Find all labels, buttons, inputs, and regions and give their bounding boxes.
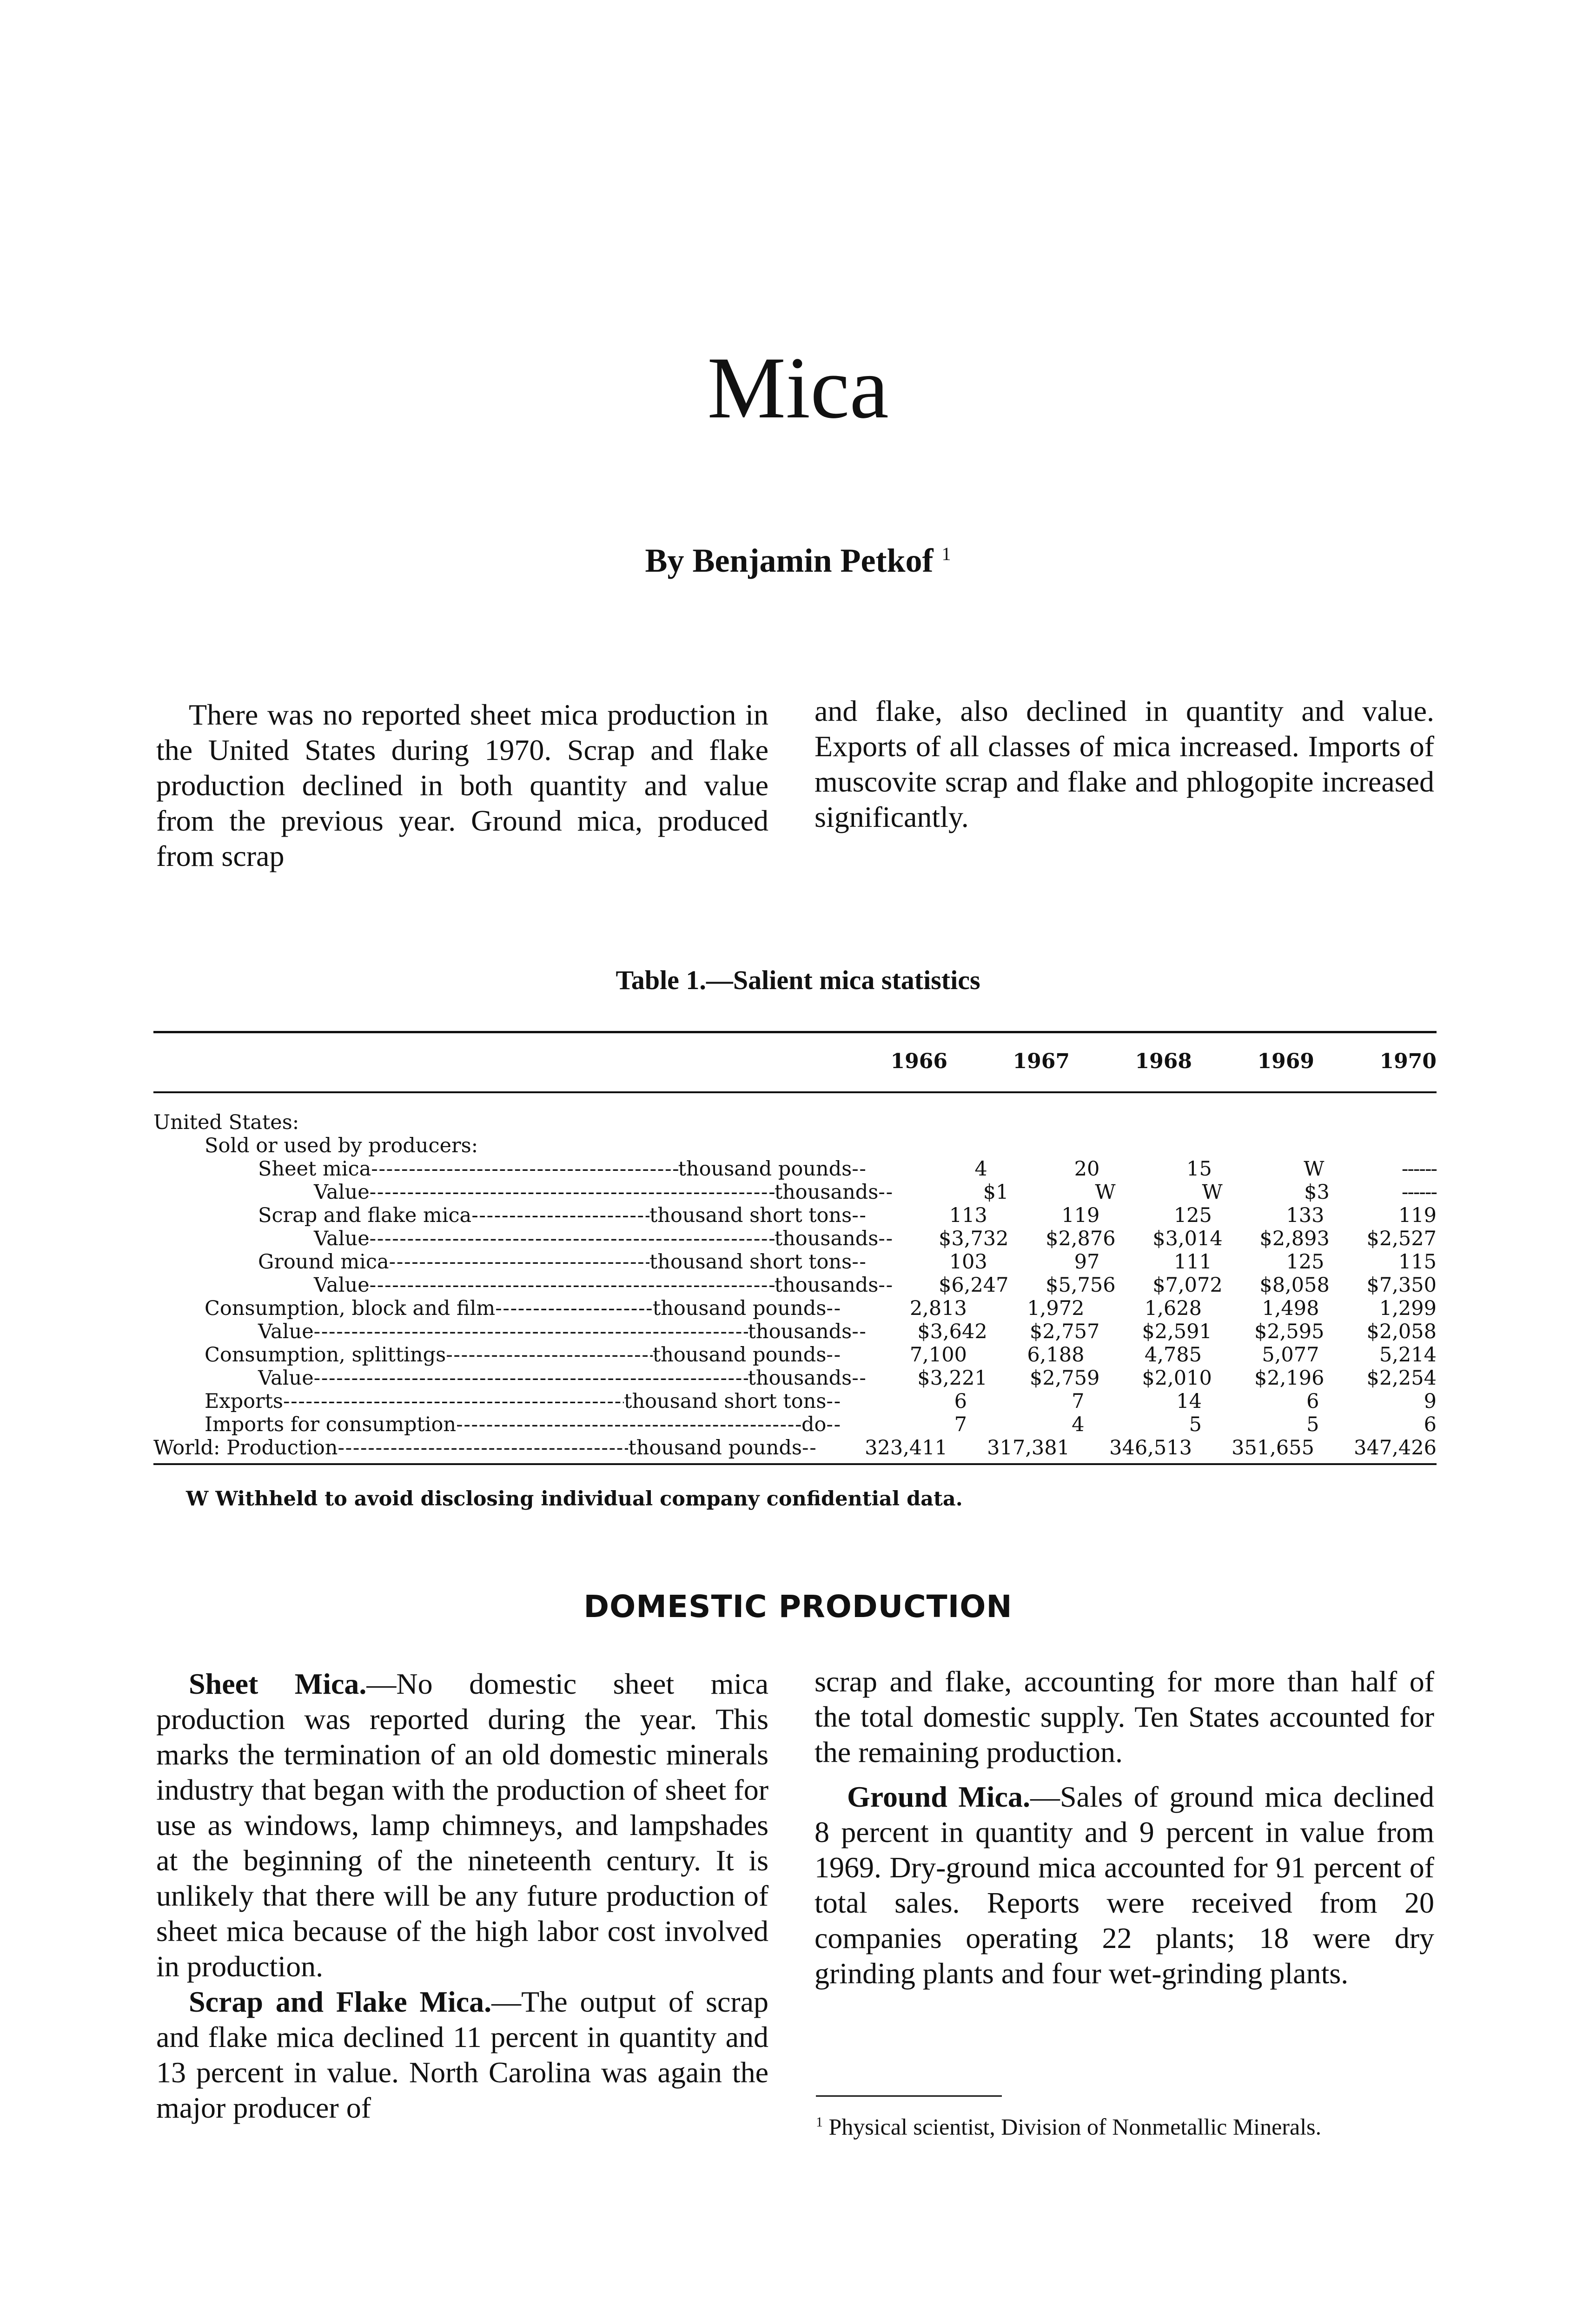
cell: W xyxy=(1095,1181,1116,1204)
author-footnote xyxy=(816,2110,1434,2139)
cell: $1 xyxy=(983,1181,1009,1204)
row-label: Consumption, block and film xyxy=(205,1297,496,1320)
table-row xyxy=(153,1111,1437,1134)
row-unit: thousand pounds xyxy=(678,1157,852,1181)
scrap-mica-text: —The output of scrap and flake mica declined 11 percent in quantity and 13 percent in value. North Carolina was again the major producer of xyxy=(156,1985,768,2124)
sheet-mica-text: —No domestic sheet mica production was reported during the year. This marks the termination of an old domestic minerals industry that began with the production of sheet for use as windows, lamp chimneys, and lampshades at the beginning of the nineteenth century. It is unlikely that there will be any future production of sheet mica because of the high labor cost involved in production. xyxy=(156,1667,768,1983)
ground-mica-heading: Ground Mica. xyxy=(847,1780,1030,1813)
table-row xyxy=(153,1181,1437,1204)
salient-statistics-table xyxy=(153,1111,1437,1459)
cell: 111 xyxy=(1173,1250,1212,1274)
row-label: Value xyxy=(258,1320,314,1343)
table-footnote: W Withheld to avoid disclosing individual company confidential data. xyxy=(186,1487,963,1511)
cell: 113 xyxy=(949,1204,987,1227)
cell: $5,756 xyxy=(1046,1274,1116,1297)
row-label: United States: xyxy=(153,1111,299,1134)
year-header: 1967 xyxy=(1013,1050,1070,1073)
cell: 323,411 xyxy=(865,1436,947,1459)
cell: 119 xyxy=(1398,1204,1437,1227)
year-header: 1966 xyxy=(890,1050,947,1073)
cell: 5 xyxy=(1189,1413,1202,1436)
cell: $2,196 xyxy=(1254,1367,1324,1390)
table-row xyxy=(153,1413,1437,1436)
table-header xyxy=(153,1050,1437,1073)
cell: $3,642 xyxy=(917,1320,987,1343)
footnote-rule xyxy=(816,2095,1002,2097)
row-label: Imports for consumption xyxy=(205,1413,457,1436)
intro-paragraph-left: There was no reported sheet mica production in the United States during 1970. Scrap and flake production declined in both quantity and value from the previous year. Ground mica, produced from scrap xyxy=(156,698,768,872)
cell: 4 xyxy=(1072,1413,1085,1436)
row-unit: thousand pounds xyxy=(652,1297,827,1320)
row-label: Sheet mica xyxy=(258,1157,371,1181)
row-label: Value xyxy=(314,1181,370,1204)
cell: $2,058 xyxy=(1366,1320,1437,1343)
table-row xyxy=(153,1367,1437,1390)
row-unit: thousand pounds xyxy=(652,1343,827,1367)
row-unit: thousands xyxy=(774,1181,879,1204)
cell: W xyxy=(1304,1157,1324,1181)
cell: $3,732 xyxy=(939,1227,1009,1250)
row-label: Value xyxy=(314,1227,370,1250)
intro-right-column xyxy=(815,693,1434,835)
author-name: By Benjamin Petkof xyxy=(645,542,934,579)
cell: 15 xyxy=(1186,1157,1212,1181)
row-label: Exports xyxy=(205,1390,283,1413)
row-label: Consumption, splittings xyxy=(205,1343,446,1367)
cell: $2,757 xyxy=(1029,1320,1100,1343)
table-row xyxy=(153,1227,1437,1250)
row-label: World: Production xyxy=(153,1436,338,1459)
row-unit: do xyxy=(801,1413,827,1436)
cell: $3,014 xyxy=(1152,1227,1223,1250)
cell: 97 xyxy=(1074,1250,1100,1274)
table-top-rule xyxy=(153,1031,1437,1033)
cell: 5,077 xyxy=(1262,1343,1319,1367)
cell: 9 xyxy=(1424,1390,1437,1413)
scrap-mica-paragraph xyxy=(156,1984,768,2126)
table-row xyxy=(153,1250,1437,1274)
row-label: Value xyxy=(258,1367,314,1390)
cell: $2,893 xyxy=(1259,1227,1330,1250)
cell: 5,214 xyxy=(1379,1343,1437,1367)
cell: ------ xyxy=(1401,1157,1437,1181)
table-row xyxy=(153,1320,1437,1343)
cell: ------ xyxy=(1401,1181,1437,1204)
cell: 5 xyxy=(1306,1413,1319,1436)
table-row xyxy=(153,1343,1437,1367)
cell: 1,498 xyxy=(1262,1297,1319,1320)
cell: 133 xyxy=(1286,1204,1324,1227)
cell: 115 xyxy=(1398,1250,1437,1274)
table-header-rule xyxy=(153,1091,1437,1093)
row-unit: thousands xyxy=(748,1320,852,1343)
row-label: Sold or used by producers: xyxy=(205,1134,478,1157)
cell: $2,254 xyxy=(1366,1367,1437,1390)
row-label: Ground mica xyxy=(258,1250,389,1274)
cell: 351,655 xyxy=(1232,1436,1314,1459)
row-label: Value xyxy=(314,1274,370,1297)
cell: 125 xyxy=(1173,1204,1212,1227)
row-unit: thousand short tons xyxy=(624,1390,827,1413)
intro-left-column xyxy=(156,697,768,874)
cell: 119 xyxy=(1061,1204,1100,1227)
table-row xyxy=(153,1134,1437,1157)
cell: $7,350 xyxy=(1366,1274,1437,1297)
footnote-text: Physical scientist, Division of Nonmetallic Minerals. xyxy=(828,2113,1322,2140)
table-bottom-rule xyxy=(153,1463,1437,1465)
cell: $2,010 xyxy=(1142,1367,1212,1390)
cell: W xyxy=(1202,1181,1223,1204)
cell: 1,299 xyxy=(1379,1297,1437,1320)
cell: $7,072 xyxy=(1152,1274,1223,1297)
cell: 346,513 xyxy=(1109,1436,1192,1459)
cell: 347,426 xyxy=(1354,1436,1437,1459)
scrap-mica-heading: Scrap and Flake Mica. xyxy=(189,1985,492,2018)
cell: 1,972 xyxy=(1027,1297,1085,1320)
scrap-mica-continued: scrap and flake, accounting for more than half of the total domestic supply. Ten States accounted for the remaining production. xyxy=(815,1665,1434,1769)
cell: $6,247 xyxy=(939,1274,1009,1297)
cell: 1,628 xyxy=(1144,1297,1202,1320)
ground-mica-paragraph xyxy=(815,1779,1434,1991)
article-title: Mica xyxy=(707,339,889,437)
table-row xyxy=(153,1204,1437,1227)
cell: 317,381 xyxy=(987,1436,1070,1459)
body-right-column xyxy=(815,1664,1434,1991)
cell: 6 xyxy=(954,1390,967,1413)
cell: 6 xyxy=(1306,1390,1319,1413)
cell: 20 xyxy=(1074,1157,1100,1181)
table-row xyxy=(153,1157,1437,1181)
cell: $8,058 xyxy=(1259,1274,1330,1297)
cell: 6,188 xyxy=(1027,1343,1085,1367)
cell: $2,591 xyxy=(1142,1320,1212,1343)
table-row xyxy=(153,1436,1437,1459)
year-header: 1968 xyxy=(1135,1050,1192,1073)
row-unit: thousands xyxy=(774,1274,879,1297)
year-header: 1969 xyxy=(1257,1050,1314,1073)
cell: $2,527 xyxy=(1366,1227,1437,1250)
cell: 125 xyxy=(1286,1250,1324,1274)
cell: 7,100 xyxy=(909,1343,967,1367)
row-unit: thousand short tons xyxy=(649,1250,852,1274)
cell: 7 xyxy=(954,1413,967,1436)
cell: 4 xyxy=(974,1157,987,1181)
sheet-mica-heading: Sheet Mica. xyxy=(189,1667,367,1700)
cell: 4,785 xyxy=(1144,1343,1202,1367)
table-row xyxy=(153,1390,1437,1413)
cell: 7 xyxy=(1072,1390,1085,1413)
cell: 14 xyxy=(1176,1390,1202,1413)
row-unit: thousand pounds xyxy=(628,1436,802,1459)
cell: $3,221 xyxy=(917,1367,987,1390)
byline xyxy=(0,541,1596,580)
row-label: Scrap and flake mica xyxy=(258,1204,472,1227)
cell: 103 xyxy=(949,1250,987,1274)
cell: $2,876 xyxy=(1046,1227,1116,1250)
intro-paragraph-right: and flake, also declined in quantity and value. Exports of all classes of mica increased. Imports of muscovite scrap and flake and phlogopite increased significantly. xyxy=(815,694,1434,833)
ground-mica-text: —Sales of ground mica declined 8 percent in quantity and 9 percent in value from 1969. Dry-ground mica accounted for 91 percent of total sales. Reports were received from 20 companies operating 22 plants; 18 were dry grinding plants and four wet-grinding plants. xyxy=(815,1780,1435,1990)
cell: $3 xyxy=(1304,1181,1330,1204)
cell: 2,813 xyxy=(909,1297,967,1320)
cell: $2,759 xyxy=(1029,1367,1100,1390)
table-row xyxy=(153,1274,1437,1297)
cell: $2,595 xyxy=(1254,1320,1324,1343)
cell: 6 xyxy=(1424,1413,1437,1436)
sheet-mica-paragraph xyxy=(156,1666,768,1984)
row-unit: thousands xyxy=(748,1367,852,1390)
author-footnote-mark: 1 xyxy=(941,543,951,564)
section-heading: DOMESTIC PRODUCTION xyxy=(583,1589,1013,1624)
row-unit: thousands xyxy=(774,1227,879,1250)
table-row xyxy=(153,1297,1437,1320)
footnote-mark: 1 xyxy=(816,2114,823,2130)
table-caption: Table 1.—Salient mica statistics xyxy=(616,965,980,995)
year-header: 1970 xyxy=(1379,1050,1437,1073)
row-unit: thousand short tons xyxy=(649,1204,852,1227)
body-left-column xyxy=(156,1666,768,2126)
